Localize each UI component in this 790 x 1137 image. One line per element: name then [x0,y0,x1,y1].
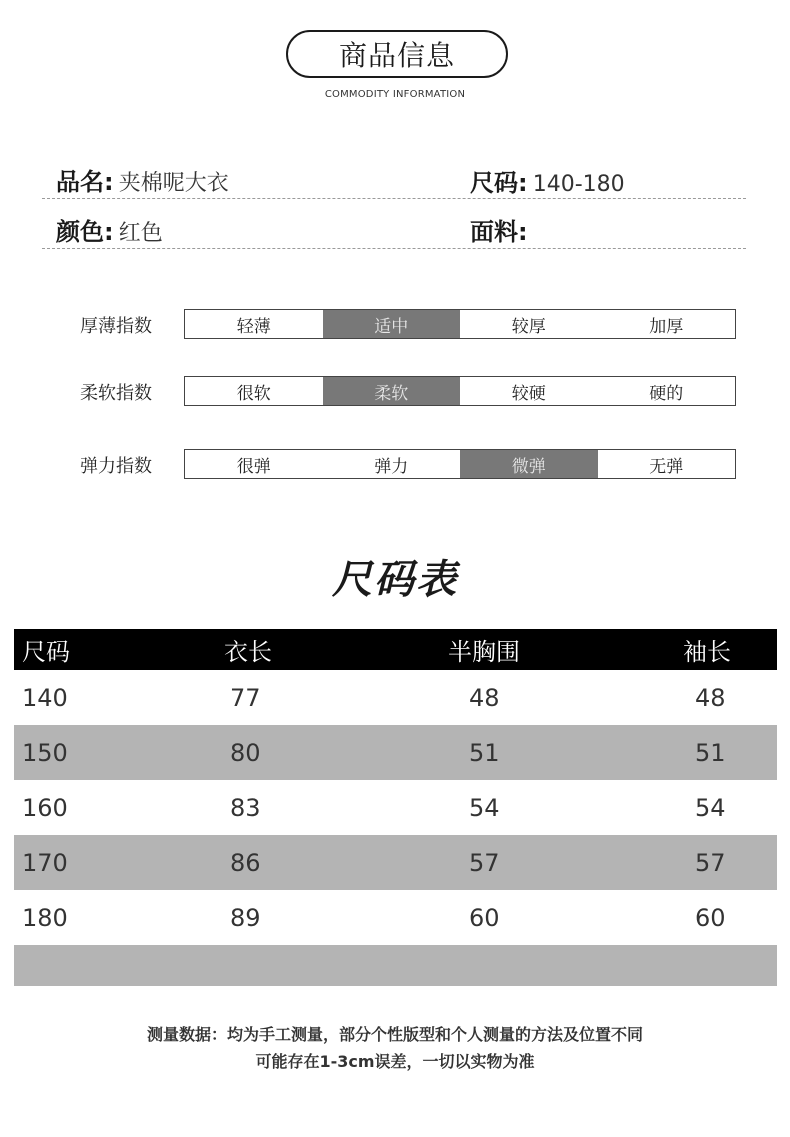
thickness-option: 轻薄 [236,316,271,337]
size-chart-title: 尺码表 [332,557,458,603]
table-row [14,725,777,780]
table-row [14,670,777,725]
name-value: 夹棉呢大衣 [118,171,229,196]
cell-size: 170 [22,848,68,877]
elasticity-option: 弹力 [374,456,409,477]
fabric-label: 面料: [470,218,528,246]
softness-option: 较硬 [511,383,546,404]
cell-half-chest: 60 [469,903,500,932]
header-size: 尺码 [22,638,70,666]
info-size [470,163,625,198]
info-color [56,212,163,247]
cell-sleeve: 54 [695,793,726,822]
thickness-option: 较厚 [511,316,546,337]
cell-length: 77 [230,683,261,712]
size-table-header [14,629,777,670]
table-row [14,890,777,945]
measurement-note-line1: 测量数据：均为手工测量，部分个性版型和个人测量的方法及位置不同 [146,1025,643,1044]
cell-sleeve: 57 [695,848,726,877]
softness-option: 硬的 [649,383,684,404]
cell-length: 83 [230,793,261,822]
softness-option-selected: 柔软 [323,377,461,405]
cell-half-chest: 54 [469,793,500,822]
thickness-index-scale [184,309,736,339]
cell-half-chest: 57 [469,848,500,877]
measurement-note-line2: 可能存在1-3cm误差，一切以实物为准 [255,1052,535,1071]
table-empty-row [14,945,777,986]
divider-2 [42,248,746,249]
name-label: 品名: [56,168,114,196]
header-half-chest: 半胸围 [448,638,520,666]
thickness-option: 加厚 [649,316,684,337]
size-value: 140-180 [532,172,625,197]
color-label: 颜色: [56,218,114,246]
color-value: 红色 [118,221,163,246]
cell-length: 89 [230,903,261,932]
elasticity-option: 很弹 [236,456,271,477]
elasticity-index-scale [184,449,736,479]
cell-length: 80 [230,738,261,767]
cell-sleeve: 51 [695,738,726,767]
table-row [14,835,777,890]
info-fabric [470,212,528,247]
section-subtitle: COMMODITY INFORMATION [324,89,466,100]
cell-half-chest: 51 [469,738,500,767]
thickness-option-selected: 适中 [323,310,461,338]
section-title-pill [286,30,508,78]
section-title: 商品信息 [338,39,455,72]
softness-option: 很软 [236,383,271,404]
size-table [14,629,777,986]
cell-size: 150 [22,738,68,767]
cell-half-chest: 48 [469,683,500,712]
softness-index-label: 柔软指数 [80,383,152,404]
cell-size: 180 [22,903,68,932]
cell-sleeve: 60 [695,903,726,932]
info-name [56,162,229,197]
thickness-index-label: 厚薄指数 [80,316,152,337]
divider-1 [42,198,746,199]
elasticity-index-label: 弹力指数 [80,456,152,477]
table-row [14,780,777,835]
cell-sleeve: 48 [695,683,726,712]
cell-size: 160 [22,793,68,822]
size-label: 尺码: [470,169,528,197]
header-sleeve: 袖长 [683,638,731,666]
header-length: 衣长 [224,638,272,666]
elasticity-option-selected: 微弹 [460,450,598,478]
elasticity-option: 无弹 [649,456,684,477]
cell-size: 140 [22,683,68,712]
softness-index-scale [184,376,736,406]
cell-length: 86 [230,848,261,877]
